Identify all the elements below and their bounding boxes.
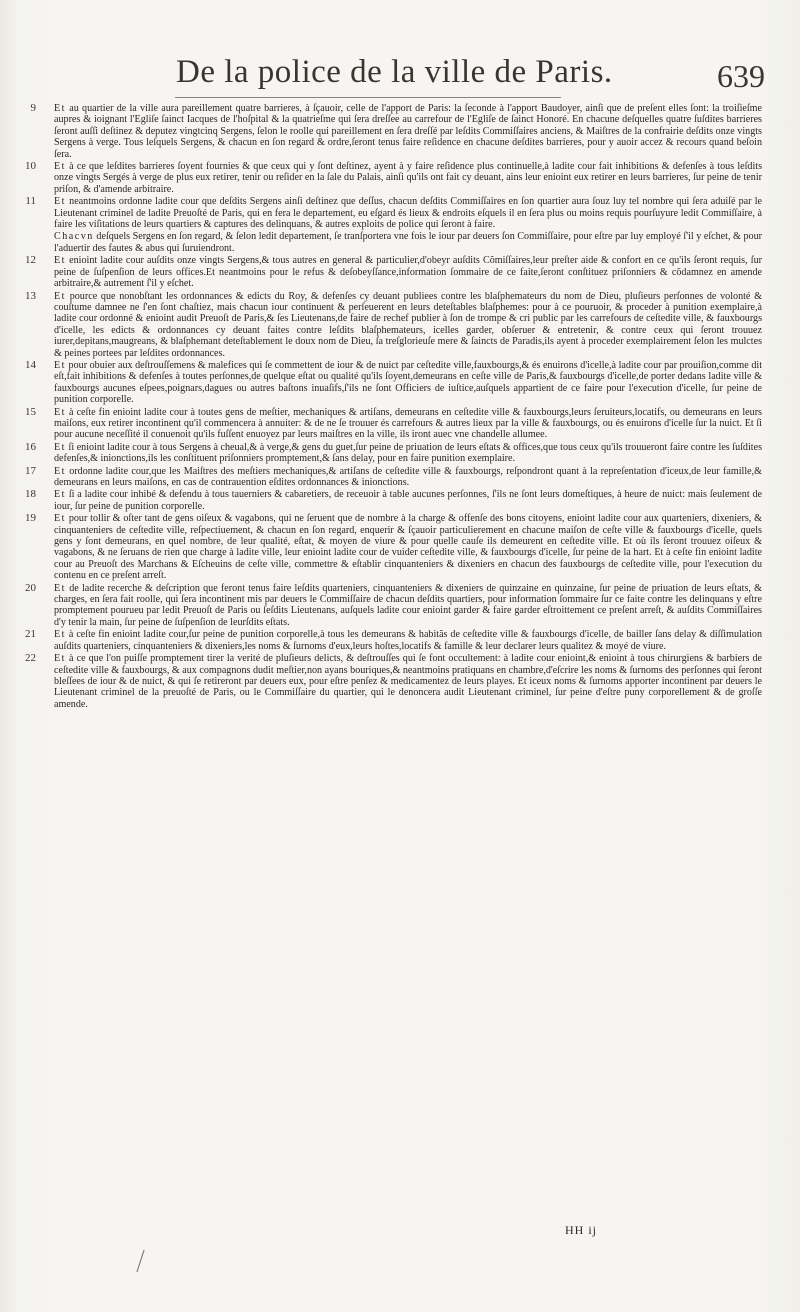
article-number: 13 — [25, 289, 36, 302]
article-number: 20 — [25, 581, 36, 594]
article-lead-word: Chacvn — [54, 231, 94, 243]
article-lead-word: Et — [54, 290, 66, 302]
stray-mark — [136, 1250, 150, 1272]
article-lead-word: Et — [54, 161, 66, 173]
article-number: 11 — [25, 195, 36, 208]
article-lead-word: Et — [54, 359, 66, 371]
article-text: pour tollir & oſter tant de gens oiſeux & vagabons, qui ne ſeruent que de nombre à la charge & offenſe des bons citoyens, enioint ladite cour aux quarteniers, dixeniers, & cinquanteniers de ceſtedite ville, reſpectiuement, & chacun en ſon regard, enquerir & ſçauoir particulierement en chacune maiſon de ceſte ville & fauxbourgs d'icelle, quels gens y ſont demeurans, en quel nombre, de leur qualité, eſtat, & moyen de viure & pour quelle cauſe ils demeurent en ceſtedite ville. Et où ils ſeront trouuez oiſeux & vagabons, & ne ſeruans de rien que charge à ladite ville, leur enioint ladite cour de vuider ceſtedite ville, & fauxbourgs d'icelle, ſur peine de la hart. Et à ceſte fin enioint ladite cour au Preuoſt des Marchans & Eſcheuins de ceſte ville, commettre & eſtablir cinquanteniers & dixeniers en chacun des fauxbourgs de ceſtedite ville, pour l'execution du contenu en ce preſent arreſt. — [54, 513, 762, 582]
article-paragraph — [25, 440, 762, 465]
article-text: au quartier de la ville aura pareillement quatre barrieres, à ſçauoir, celle de l'apport de Paris: la ſeconde à l'apport Baudoyer, ainſi que de preſent elles ſont: la troiſieſme aupres & ioignant l'Egliſe ſainct Iacques de l'hoſpital & la quatrieſme qui ſera dreſſee au carrefour de l'Egliſe de ſainct Honoré. En chacune deſquelles quatre ſuſdites barrieres ſeront auſſi deſtinez & deputez vingtcinq Sergens, ſelon le roolle qui pareillement en ſera dreſſé par leſdits Commiſſaires anciens, & Maiſtres de la confrairie deſdits onze vingts Sergens à verge. Tous leſquels Sergens, & chacun en ſon regard & ordre,ſeront tenus faire reſidence en chacune deſdites barrieres, pour y auoir accez & recours quand beſoin ſera. — [54, 103, 762, 160]
article-paragraph — [25, 160, 762, 195]
article-paragraph — [25, 464, 762, 489]
article-lead-word: Et — [54, 406, 66, 418]
article-text: ordonne ladite cour,que les Maiſtres des meſtiers mechaniques,& artiſans de ceſtedite ville & fauxbourgs, reſpondront quant à la repreſentation d'iceux,de leur famille,& demeurans en leurs maiſons, en cas de contrauention eſdites ordonnances & inionctions. — [54, 465, 762, 488]
article-text: à ce que leſdites barrieres ſoyent fournies & que ceux qui y ſont deſtinez, ayent à y faire reſidence plus continuelle,à ladite cour fait inhibitions & defenſes à tous leſdits onze vingts Sergés à verge de plus eux retirer, tenir ou reſider en la ſale du Palais, ainſi qu'ils ont fait cy deuant, ains leur enioint eux retirer en leurs barrieres, ſur peine de tenir priſon, & d'amende arbitraire. — [54, 161, 762, 195]
article-text: ſi a ladite cour inhibé & defendu à tous tauerniers & cabaretiers, de receuoir à table aucunes perſonnes, ſ'ils ne ſont leurs domeſtiques, à heure de nuict: mais ſeulement de iour, ſur peine de punition corporelle. — [54, 489, 762, 512]
article-lead-word: Et — [54, 103, 66, 114]
article-text: de ladite recerche & deſcription que feront tenus faire leſdits quarteniers, cinquanteniers & dixeniers de quinzaine en quinzaine, ſur peine de priuation de leurs eſtats, & charges, en ſera fait roolle, qui ſera incontinent mis par deuers le Commiſſaire de chacun deſdits quartiers, pour information ſommaire ſur ce faite contre les delinquans y eſtre promptement pourueu par ledit Preuoſt de Paris ou ſeſdits Lieutenans, auſquels ladite cour enioint garder & faire garder eſtroittement ce preſent arreſt, & auſdits Commiſſaires d'y tenir la main, ſur peine de ſuſpenſion de leurſdits eſtats. — [54, 582, 762, 628]
article-lead-word: Et — [54, 629, 66, 641]
article-lead-word: Et — [54, 441, 66, 453]
page-number: 639 — [717, 58, 765, 94]
article-text: à ceſte fin enioint ladite cour à toutes gens de meſtier, mechaniques & artiſans, demeurans en ceſtedite ville & fauxbourgs,leurs ſeruiteurs,locatifs, ou demeurans en leurs maiſons, eux retirer incontinent qu'il commencera à annuiter: & de ne ſe trouuer és carrefours & autres lieux par la ville & fauxbourgs, ou és enuirons d'icelle ſur la nuict. Et ſi pour aucune neceſſité il conuenoit qu'ils fuſſent enuoyez par leurs maiſtres en la ville, ils iront auec vne chandelle allumee. — [54, 406, 762, 441]
article-number: 12 — [25, 254, 36, 267]
article-number: 16 — [25, 440, 36, 453]
article-number: 21 — [25, 628, 36, 641]
article-paragraph — [25, 195, 762, 231]
running-title: De la police de la ville de Paris. — [176, 54, 613, 90]
article-lead-word: Et — [54, 582, 66, 594]
article-lead-word: Et — [54, 489, 66, 501]
article-text: enioint ladite cour auſdits onze vingts Sergens,& tous autres en general & particulier,d'obeyr auſdits Cõmiſſaires,leur preſter aide & confort en ce qu'ils ſeront requis, ſur peine de ſuſpenſion de leurs offices.Et neantmoins pour le refus & deſobeyſſance,information ſommaire de ce faite,ſeront conſtituez priſonniers & cõdamnez en amende arbitraire,& autrement ſ'il y eſchet. — [54, 255, 762, 290]
article-lead-word: Et — [54, 465, 66, 477]
article-paragraph — [25, 358, 762, 406]
article-paragraph — [25, 628, 762, 652]
page-header — [0, 52, 800, 102]
article-number: 22 — [25, 652, 36, 665]
article-text: ſi enioint ladite cour à tous Sergens à cheual,& à verge,& gens du guet,ſur peine de priuation de leurs eſtats & offices,que tous ceux qu'ils trouueront faire contre les ſuſdites defenſes,& inionctions,ils les conſtituent priſonniers promptement,& ſans delay, pour en faire punition exemplaire. — [54, 441, 762, 465]
article-paragraph — [25, 254, 762, 290]
article-paragraph — [25, 488, 762, 512]
signature-mark: HH ij — [565, 1223, 597, 1237]
article-text: à ce que l'on puiſſe promptement tirer la verité de pluſieurs delicts, & deſtrouſſes qui ſe font occultement: à ladite cour enioint,& enioint à tous chirurgiens & barbiers de ceſtedite ville & fauxbourgs, & aux compagnons dudit meſtier,non ayans bouriques,& neantmoins pratiquans en chambre,d'eſcrire les noms & ſurnoms des perſonnes qui ſeront bleſſees de iour & de nuict, & qui ſe retireront par deuers eux, pour eſtre penſez & medicamentez de leurs playes. Et iceux noms & ſurnoms apporter incontinent par deuers le Lieutenant criminel de la preuoſté de Paris, ou le Commiſſaire du quartier, qui le denoncera audit Lieutenant criminel, ſur peine d'eſtre puny corporellement & de groſſe amende. — [54, 653, 762, 710]
article-text: pour obuier aux deſtrouſſemens & malefices qui ſe commettent de iour & de nuict par ceſtedite ville,fauxbourgs,& és enuirons d'icelle,à ladite cour par prouiſion,comme dit eſt,fait inhibitions & defenſes à toutes perſonnes,de quelque eſtat ou qualité qu'ils ſoyent,demeurans en ceſte ville de Paris,& fauxbourgs d'icelle,de porter dedans ladite ville & fauxbourgs aucunes eſpees,poignars,dagues ou autres baſtons inuaſifs,ſ'ils ne ſont Officiers de iuſtice,auſquels appartient de ce faire pour l'execution d'icelle, ſur peine de punition corporelle. — [54, 359, 762, 406]
header-rule — [175, 97, 561, 98]
article-number: 9 — [30, 102, 36, 114]
article-text: pource que nonobſtant les ordonnances & edicts du Roy, & defenſes cy deuant publiees contre les blaſphemateurs du nom de Dieu, pluſieurs perſonnes de volonté & couſtume damnee ne ſ'en ſont chaſtiez, mais chacun iour continuent & perſeuerent en leurs deteſtables blaſphemes: pour à ce pouruoir, & proceder à punition exemplaire,à ladite cour ordonné & enioint audit Preuoſt de Paris,& ſes Lieutenans,de faire de rechef publier à ſon de trompe & cri public par les carrefours de ceſtedite ville, & fauxbourgs d'icelle, les edicts & ordonnances cy deuant faites contre leſdits blaſphemateurs, icelles garder, obſeruer & entretenir, & contre ceux qui ſeront trouuez iurer,depitans,maugreans, & blaſphemant deteſtablement le doux nom de Dieu, ſa treſglorieuſe mere & ſaincts de Paradis,ils ayent à proceder exemplairement ſelon les mulctes & peines portees par leſdites ordonnances. — [54, 290, 762, 359]
article-lead-word: Et — [54, 255, 66, 267]
article-lead-word: Et — [54, 513, 66, 525]
article-paragraph — [25, 289, 762, 359]
article-paragraph — [25, 581, 762, 629]
article-text: neantmoins ordonne ladite cour que deſdits Sergens ainſi deſtinez que deſſus, chacun deſdits Commiſſaires en ſon quartier aura ſouz luy tel nombre qui ſera aduiſé par le Lieutenant criminel de ladite Preuoſté de Paris, qui en fera le departement, eu eſgard és lieux & endroits eſquels il en ſera plus ou moins requis pourſuyure ledit Commiſſaire, à faire les viſitations de leurs quartiers & captures des delinquans, & autres exploits de police qui ſeront à faire. — [54, 196, 762, 231]
text-body — [25, 102, 762, 711]
article-lead-word: Et — [54, 196, 66, 208]
article-paragraph — [46, 231, 762, 254]
article-paragraph — [25, 405, 762, 441]
article-text: à ceſte fin enioint ladite cour,ſur peine de punition corporelle,à tous les demeurans & habitãs de ceſtedite ville & fauxbourgs d'icelle, de bailler ſans delay & diſſimulation auſdits quarteniers, cinquanteniers & dixeniers,les noms & ſurnoms d'eux,leurs hoſtes,locatifs & famille & leur declarer leurs qualitez & moyé de viure. — [54, 629, 762, 652]
article-lead-word: Et — [54, 653, 66, 665]
article-number: 10 — [25, 160, 36, 173]
article-number: 14 — [25, 358, 36, 371]
article-number: 17 — [25, 464, 36, 477]
article-text: deſquels Sergens en ſon regard, & ſelon ledit departement, ſe tranſportera vne fois le iour par deuers ſon Commiſſaire, pour eſtre par luy employé ſ'il y eſchet, & pour l'aduertir des fautes & abus qui ſuruiendront. — [54, 231, 762, 254]
article-number: 19 — [25, 512, 36, 525]
article-number: 18 — [25, 488, 36, 501]
article-paragraph — [30, 102, 762, 160]
article-paragraph — [25, 652, 762, 710]
article-number: 15 — [25, 405, 36, 418]
article-paragraph — [25, 512, 762, 582]
